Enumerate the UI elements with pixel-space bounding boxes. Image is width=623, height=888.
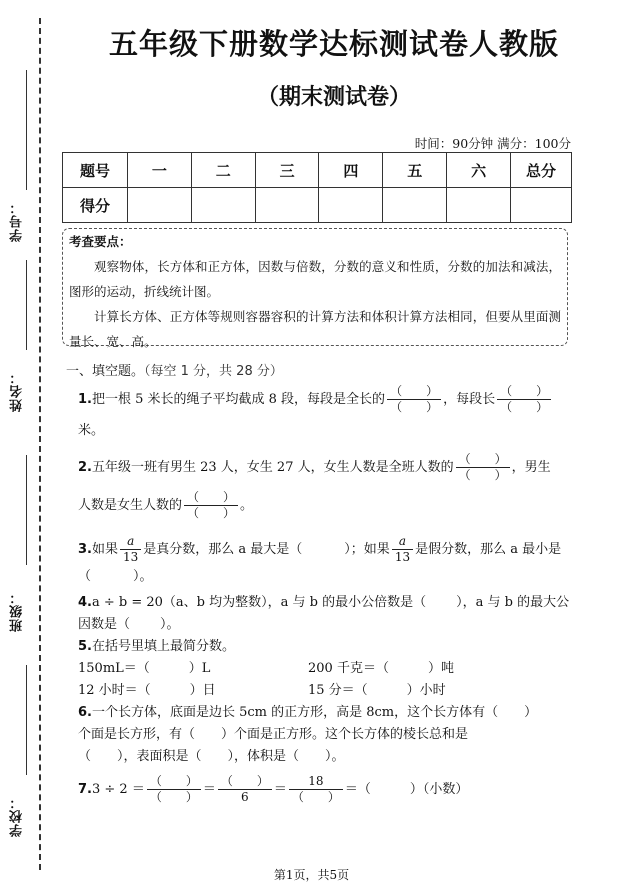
- answer-fraction[interactable]: $\frac{( )}{( )}$: [184, 490, 238, 521]
- section-1-heading: [66, 360, 283, 379]
- question-3: [78, 534, 579, 565]
- question-1: [78, 384, 579, 415]
- score-header-cell: 题号: [63, 153, 128, 188]
- fraction-a-13: $\frac{a}{13}$: [120, 534, 141, 565]
- question-number: 6.: [78, 705, 92, 720]
- key-points-para-1: 观察物体，长方体和正方体，因数与倍数，分数的意义和性质，分数的加法和减法，图形的运动，折线统计图。: [69, 259, 561, 299]
- fraction-a-13: $\frac{a}{13}$: [392, 534, 413, 565]
- equals-sign: ＝: [202, 782, 216, 797]
- question-text: 。: [240, 498, 254, 513]
- score-cell[interactable]: [511, 188, 572, 223]
- score-header-cell: 四: [319, 153, 383, 188]
- conversion-item[interactable]: 200 千克＝（ ）吨: [308, 661, 454, 676]
- question-6-cont-1: [78, 724, 579, 746]
- answer-fraction[interactable]: $\frac{( )}{6}$: [218, 774, 272, 805]
- student-id-field: [8, 150, 30, 250]
- question-text: 个面是长方形，有（ ）个面是正方形。这个长方体的棱长总和是: [78, 727, 469, 742]
- question-number: 2.: [78, 460, 92, 475]
- question-text: ）；如果: [344, 542, 390, 557]
- class-label: 班级：: [10, 590, 25, 632]
- question-number: 5.: [78, 639, 92, 654]
- question-text: ，男生: [511, 460, 551, 475]
- section-1-title: 一、填空题。: [66, 364, 145, 379]
- key-points-para-2: 计算长方体、正方体等规则容器容积的计算方法和体积计算方法相同，但要从里面测量长、宽、高。: [69, 309, 561, 349]
- score-cell[interactable]: [191, 188, 255, 223]
- score-cell[interactable]: [128, 188, 192, 223]
- conversion-item[interactable]: 15 分＝（ ）小时: [308, 683, 446, 698]
- class-field: [8, 580, 30, 660]
- cut-line: [39, 18, 41, 870]
- answer-fraction[interactable]: $\frac{( )}{( )}$: [147, 774, 201, 805]
- equals-sign: ＝: [273, 782, 287, 797]
- score-header-cell: 五: [383, 153, 447, 188]
- student-id-label: 学号：: [10, 200, 25, 242]
- question-2-cont: [78, 490, 579, 521]
- question-5-row-1: [78, 658, 579, 680]
- school-line: [26, 665, 27, 775]
- question-1-cont: [78, 420, 579, 442]
- score-header-cell: 二: [191, 153, 255, 188]
- page-title: 五年级下册数学达标测试卷人教版: [108, 27, 559, 61]
- question-text: （ ），表面积是（ ），体积是（ ）。: [78, 749, 345, 764]
- page-subtitle: （期末测试卷）: [256, 84, 411, 110]
- answer-fraction[interactable]: $\frac{18}{( )}$: [289, 774, 343, 805]
- key-points-box: [62, 228, 568, 349]
- question-number: 3.: [78, 542, 92, 557]
- question-text: a ÷ b = 20（a、b 均为整数），a 与 b 的最小公倍数是（: [91, 595, 427, 610]
- page-footer: 第1页，共5页: [273, 868, 350, 882]
- score-cell[interactable]: [447, 188, 511, 223]
- question-4: [78, 592, 579, 614]
- conversion-item[interactable]: 150mL＝（ ）L: [78, 661, 211, 676]
- question-text: 是真分数，那么 a 最大是（: [143, 542, 303, 557]
- student-id-line: [26, 70, 27, 190]
- question-text: ）。: [133, 569, 153, 584]
- score-table-header-row: [63, 153, 572, 188]
- question-text: ＝（ ）（小数）: [344, 782, 469, 797]
- score-row-label: 得分: [63, 188, 128, 223]
- score-cell[interactable]: [319, 188, 383, 223]
- question-3-cont: [78, 566, 579, 588]
- binding-margin: [0, 0, 55, 888]
- name-label: 姓名：: [10, 370, 25, 412]
- score-header-cell: 三: [255, 153, 319, 188]
- score-table: [62, 152, 572, 223]
- conversion-item[interactable]: 12 小时＝（ ）日: [78, 683, 216, 698]
- question-text: 米。: [78, 423, 105, 438]
- question-text: 一个长方体，底面是边长 5cm 的正方形，高是 8cm，这个长方体有（ ）: [91, 705, 538, 720]
- question-text: （: [78, 569, 92, 584]
- question-text: 把一根 5 米长的绳子平均截成 8 段，每段是全长的: [91, 392, 386, 407]
- question-5: [78, 636, 579, 658]
- question-text: ，每段长: [443, 392, 496, 407]
- score-table-score-row: [63, 188, 572, 223]
- answer-fraction[interactable]: $\frac{( )}{( )}$: [456, 452, 510, 483]
- question-6-cont-2: [78, 746, 579, 768]
- exam-meta: 时间：90分钟 满分：100分: [414, 136, 571, 151]
- key-points-title: 考查要点：: [69, 234, 132, 249]
- score-header-cell: 一: [128, 153, 192, 188]
- score-header-cell: 六: [447, 153, 511, 188]
- question-number: 1.: [78, 392, 92, 407]
- question-text: 因数是（: [78, 617, 131, 632]
- question-text: 五年级一班有男生 23 人，女生 27 人，女生人数是全班人数的: [91, 460, 454, 475]
- answer-fraction[interactable]: $\frac{( )}{( )}$: [497, 384, 551, 415]
- name-line: [26, 260, 27, 350]
- score-cell[interactable]: [255, 188, 319, 223]
- question-text: ）。: [160, 617, 180, 632]
- question-2: [78, 452, 579, 483]
- question-text: 人数是女生人数的: [78, 498, 183, 513]
- school-label: 学校：: [10, 795, 25, 837]
- question-4-cont: [78, 614, 579, 636]
- question-text: 3 ÷ 2 ＝: [91, 782, 145, 797]
- question-5-row-2: [78, 680, 579, 702]
- question-text: 是假分数，那么 a 最小是: [415, 542, 562, 557]
- score-header-cell: 总分: [511, 153, 572, 188]
- question-7: [78, 774, 579, 805]
- question-number: 7.: [78, 782, 92, 797]
- section-1-note: （每空 1 分，共 28 分）: [144, 364, 283, 379]
- name-field: [8, 360, 30, 440]
- class-line: [26, 455, 27, 565]
- question-6: [78, 702, 579, 724]
- question-text: ），a 与 b 的最大公: [456, 595, 570, 610]
- question-text: 如果: [91, 542, 118, 557]
- score-cell[interactable]: [383, 188, 447, 223]
- question-number: 4.: [78, 595, 92, 610]
- school-field: [8, 785, 30, 845]
- question-text: 在括号里填上最简分数。: [91, 639, 235, 654]
- answer-fraction[interactable]: $\frac{( )}{( )}$: [387, 384, 441, 415]
